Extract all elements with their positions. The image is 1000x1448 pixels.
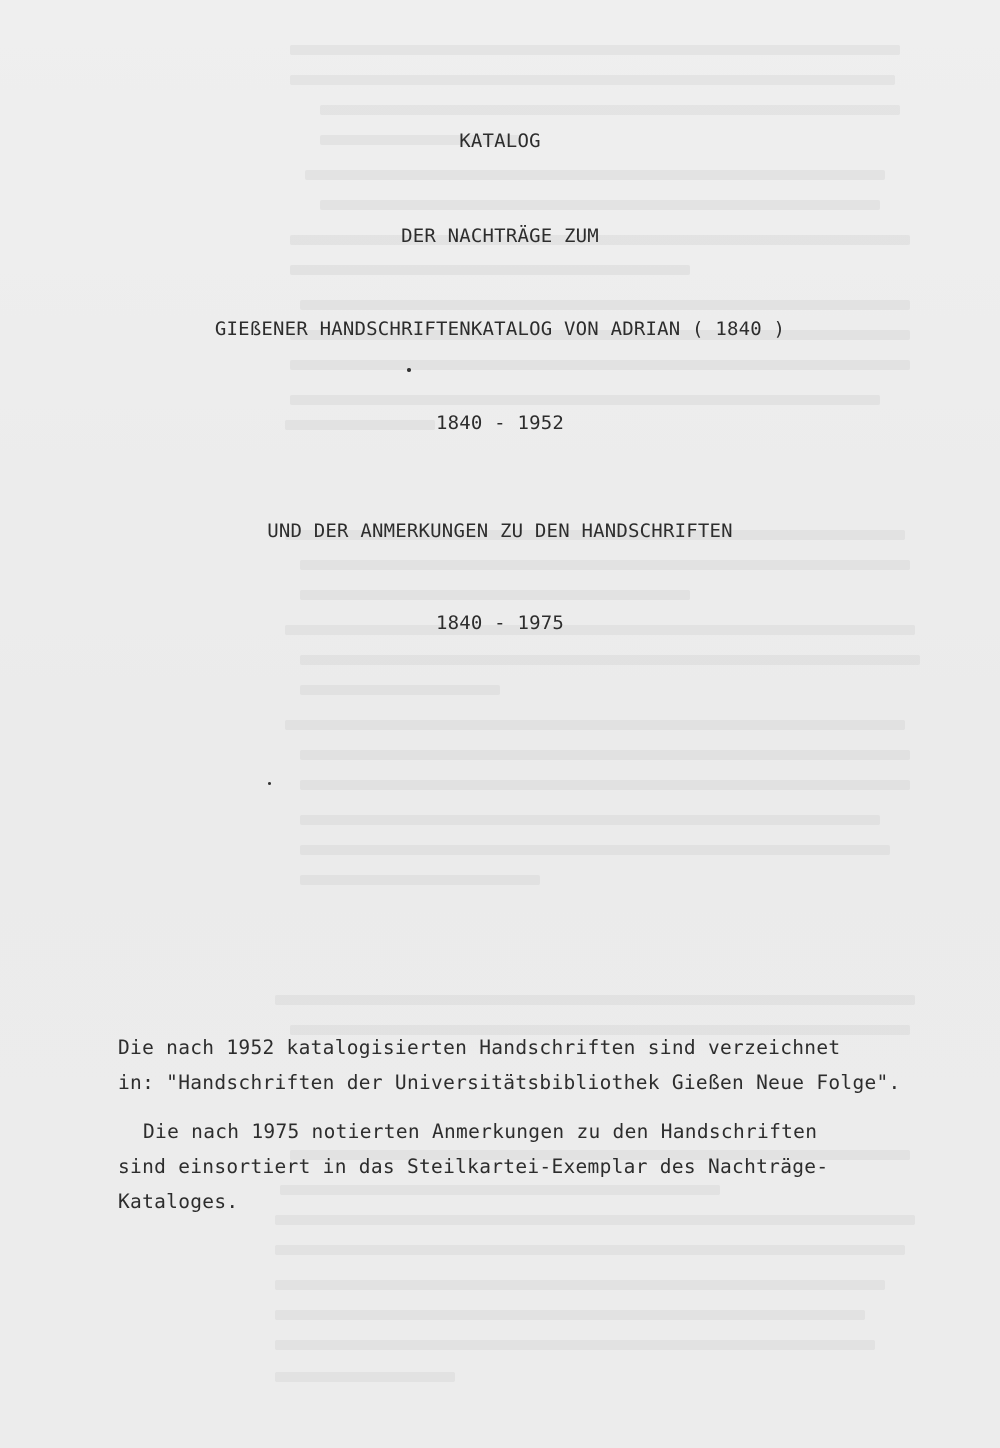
note-paragraph-1-line-2: in: "Handschriften der Universitätsbibliothek Gießen Neue Folge". <box>118 1071 901 1094</box>
speck <box>407 368 411 372</box>
date-range-1840-1952: 1840 - 1952 <box>435 412 565 434</box>
speck <box>268 782 271 785</box>
catalog-subtitle-supplements: DER NACHTRÄGE ZUM <box>401 225 599 247</box>
note-paragraph-2-line-2: sind einsortiert in das Steilkartei-Exemplar des Nachträge- <box>118 1155 829 1178</box>
note-paragraph-2-line-3: Kataloges. <box>118 1190 239 1213</box>
catalog-title: KATALOG <box>459 130 541 152</box>
note-paragraph-2-line-1: Die nach 1975 notierten Anmerkungen zu den Handschriften <box>143 1120 818 1143</box>
catalog-subtitle-giessen-adrian: GIEßENER HANDSCHRIFTENKATALOG VON ADRIAN ( 1840 ) <box>214 318 786 340</box>
note-paragraph-1-line-1: Die nach 1952 katalogisierten Handschriften sind verzeichnet <box>118 1036 841 1059</box>
date-range-1840-1975: 1840 - 1975 <box>435 612 565 634</box>
catalog-subtitle-annotations: UND DER ANMERKUNGEN ZU DEN HANDSCHRIFTEN <box>267 520 733 542</box>
